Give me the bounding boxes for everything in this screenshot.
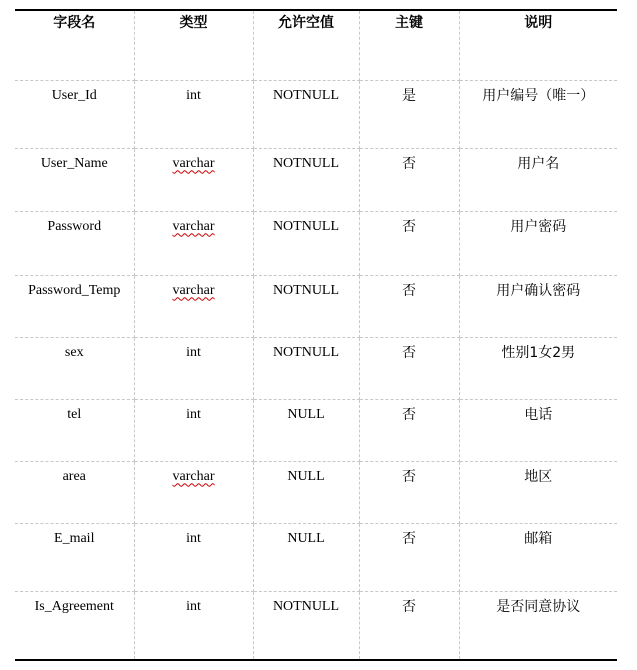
cell-nullable: NOTNULL bbox=[253, 80, 359, 148]
cell-field: E_mail bbox=[15, 523, 134, 591]
cell-description: 地区 bbox=[459, 461, 617, 523]
cell-nullable: NULL bbox=[253, 399, 359, 461]
cell-description: 用户密码 bbox=[459, 211, 617, 275]
table-row bbox=[15, 399, 617, 461]
cell-description: 用户名 bbox=[459, 148, 617, 211]
spellcheck-underlined-text: varchar bbox=[172, 468, 215, 484]
cell-description: 电话 bbox=[459, 399, 617, 461]
header-row bbox=[15, 10, 617, 80]
cell-description: 性别1女2男 bbox=[459, 337, 617, 399]
spellcheck-underlined-text: varchar bbox=[172, 155, 215, 171]
cell-pk: 否 bbox=[359, 461, 459, 523]
cell-type: int bbox=[134, 399, 253, 461]
cell-description: 用户编号（唯一） bbox=[459, 80, 617, 148]
cell-field: tel bbox=[15, 399, 134, 461]
cell-type bbox=[134, 148, 253, 211]
cell-type bbox=[134, 211, 253, 275]
cell-nullable: NULL bbox=[253, 461, 359, 523]
cell-type bbox=[134, 461, 253, 523]
table-row bbox=[15, 275, 617, 337]
cell-field: Password bbox=[15, 211, 134, 275]
header-type: 类型 bbox=[134, 10, 253, 80]
cell-pk: 否 bbox=[359, 148, 459, 211]
header-description: 说明 bbox=[459, 10, 617, 80]
cell-nullable: NOTNULL bbox=[253, 148, 359, 211]
cell-pk: 是 bbox=[359, 80, 459, 148]
cell-pk: 否 bbox=[359, 523, 459, 591]
cell-description: 是否同意协议 bbox=[459, 591, 617, 660]
cell-type: int bbox=[134, 80, 253, 148]
table-body bbox=[15, 80, 617, 660]
cell-field: User_Name bbox=[15, 148, 134, 211]
table-row bbox=[15, 337, 617, 399]
cell-type: int bbox=[134, 337, 253, 399]
cell-type: int bbox=[134, 591, 253, 660]
table-row bbox=[15, 211, 617, 275]
cell-nullable: NOTNULL bbox=[253, 275, 359, 337]
cell-description: 邮箱 bbox=[459, 523, 617, 591]
cell-field: Is_Agreement bbox=[15, 591, 134, 660]
cell-field: sex bbox=[15, 337, 134, 399]
table-row bbox=[15, 591, 617, 660]
header-nullable: 允许空值 bbox=[253, 10, 359, 80]
cell-nullable: NOTNULL bbox=[253, 211, 359, 275]
table-header bbox=[15, 10, 617, 80]
spellcheck-underlined-text: varchar bbox=[172, 218, 215, 234]
spellcheck-underlined-text: varchar bbox=[172, 282, 215, 298]
cell-nullable: NOTNULL bbox=[253, 337, 359, 399]
cell-nullable: NULL bbox=[253, 523, 359, 591]
cell-pk: 否 bbox=[359, 591, 459, 660]
cell-pk: 否 bbox=[359, 337, 459, 399]
cell-type bbox=[134, 275, 253, 337]
cell-field: area bbox=[15, 461, 134, 523]
table-row bbox=[15, 80, 617, 148]
cell-pk: 否 bbox=[359, 399, 459, 461]
cell-pk: 否 bbox=[359, 211, 459, 275]
cell-type: int bbox=[134, 523, 253, 591]
cell-field: Password_Temp bbox=[15, 275, 134, 337]
header-primary-key: 主键 bbox=[359, 10, 459, 80]
cell-nullable: NOTNULL bbox=[253, 591, 359, 660]
cell-pk: 否 bbox=[359, 275, 459, 337]
table-row bbox=[15, 523, 617, 591]
table-row bbox=[15, 461, 617, 523]
cell-field: User_Id bbox=[15, 80, 134, 148]
field-definition-table bbox=[15, 9, 617, 661]
cell-description: 用户确认密码 bbox=[459, 275, 617, 337]
table-row bbox=[15, 148, 617, 211]
header-field-name: 字段名 bbox=[15, 10, 134, 80]
